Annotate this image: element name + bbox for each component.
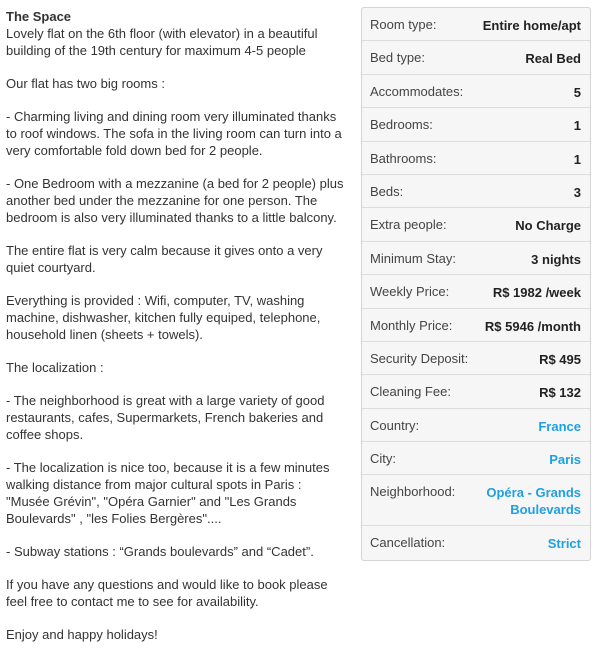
detail-row-bed-type — [362, 41, 590, 74]
detail-value: Entire home/apt — [482, 18, 581, 33]
detail-value: R$ 5946 /month — [484, 318, 581, 334]
detail-value: R$ 495 — [539, 351, 581, 367]
detail-row-country — [362, 409, 590, 442]
detail-value: 5 — [573, 84, 581, 100]
detail-label: Accommodates: — [370, 83, 464, 99]
detail-row-cleaning-fee — [362, 375, 590, 408]
detail-row-accommodates — [362, 75, 590, 108]
detail-row-weekly-price — [362, 275, 590, 308]
detail-value: 1 — [573, 118, 581, 134]
detail-value: 3 nights — [531, 251, 581, 267]
detail-value: 3 — [573, 184, 581, 200]
description-paragraph: Everything is provided : Wifi, computer, TV, washing machine, dishwasher, kitchen fully equiped, telephone, household linen (sheets + towels). — [6, 293, 321, 342]
detail-label: City: — [370, 451, 396, 467]
description-paragraph: The entire flat is very calm because it gives onto a very quiet courtyard. — [6, 243, 323, 275]
detail-label: Extra people: — [370, 217, 447, 233]
detail-label: Room type: — [370, 17, 437, 32]
description-paragraph: Lovely flat on the 6th floor (with elevator) in a beautiful building of the 19th century for maximum 4-5 people — [6, 26, 318, 58]
detail-label: Cleaning Fee: — [370, 384, 451, 400]
detail-row-bedrooms — [362, 108, 590, 141]
listing-details-table — [361, 7, 591, 561]
city-link[interactable]: Paris — [549, 452, 581, 468]
detail-row-room-type — [362, 8, 590, 41]
detail-row-cancellation — [362, 526, 590, 559]
detail-value: R$ 1982 /week — [492, 285, 581, 301]
cancellation-policy-link[interactable]: Strict — [547, 536, 581, 552]
description-paragraph: Enjoy and happy holidays! — [6, 627, 158, 642]
detail-row-beds — [362, 175, 590, 208]
detail-value: R$ 132 — [539, 385, 581, 401]
description-paragraph: - Charming living and dining room very illuminated thanks to roof windows. The sofa in the living room can turn into a very comfortable fold down bed for 2 people. — [6, 109, 342, 158]
description-paragraph: If you have any questions and would like to book please feel free to contact me to see for availability. — [6, 577, 328, 609]
detail-row-neighborhood — [362, 475, 590, 526]
detail-label: Weekly Price: — [370, 284, 450, 300]
detail-row-bathrooms — [362, 142, 590, 175]
country-link[interactable]: France — [538, 418, 581, 434]
detail-label: Bedrooms: — [370, 117, 433, 133]
detail-label: Beds: — [370, 183, 404, 199]
description-paragraph: - One Bedroom with a mezzanine (a bed for 2 people) plus another bed under the mezzanine for one person. The bedroom is also very illuminated thanks to a little balcony. — [6, 176, 344, 225]
detail-label: Security Deposit: — [370, 350, 469, 366]
detail-value: 1 — [573, 151, 581, 167]
detail-label: Bathrooms: — [370, 150, 437, 166]
detail-label: Minimum Stay: — [370, 250, 456, 266]
detail-label: Cancellation: — [370, 535, 446, 551]
detail-label: Bed type: — [370, 50, 425, 66]
description-paragraph: - The localization is nice too, because it is a few minutes walking distance from major cultural spots in Paris : "Musée Grévin", "Opéra Garnier" and "Les Grands Boulevards" , "les Folies Bergères".... — [6, 460, 330, 526]
description-paragraph: - The neighborhood is great with a large variety of good restaurants, cafes, Supermarkets, French bakeries and coffee shops. — [6, 393, 325, 442]
detail-row-security-deposit — [362, 342, 590, 375]
detail-row-minimum-stay — [362, 242, 590, 275]
neighborhood-link[interactable]: Opéra - Grands Boulevards — [486, 485, 581, 518]
description-paragraph: Our flat has two big rooms : — [6, 76, 165, 91]
detail-row-monthly-price — [362, 309, 590, 342]
detail-row-city — [362, 442, 590, 475]
detail-row-extra-people — [362, 208, 590, 241]
detail-label: Neighborhood: — [370, 484, 456, 500]
description-paragraph: - Subway stations : “Grands boulevards” and “Cadet”. — [6, 544, 314, 559]
detail-label: Monthly Price: — [370, 317, 453, 333]
description-paragraph: The localization : — [6, 360, 104, 375]
listing-description — [6, 8, 346, 659]
detail-value: Real Bed — [525, 51, 581, 67]
detail-value: No Charge — [515, 218, 581, 234]
section-title: The Space — [6, 9, 72, 24]
detail-label: Country: — [370, 417, 420, 433]
